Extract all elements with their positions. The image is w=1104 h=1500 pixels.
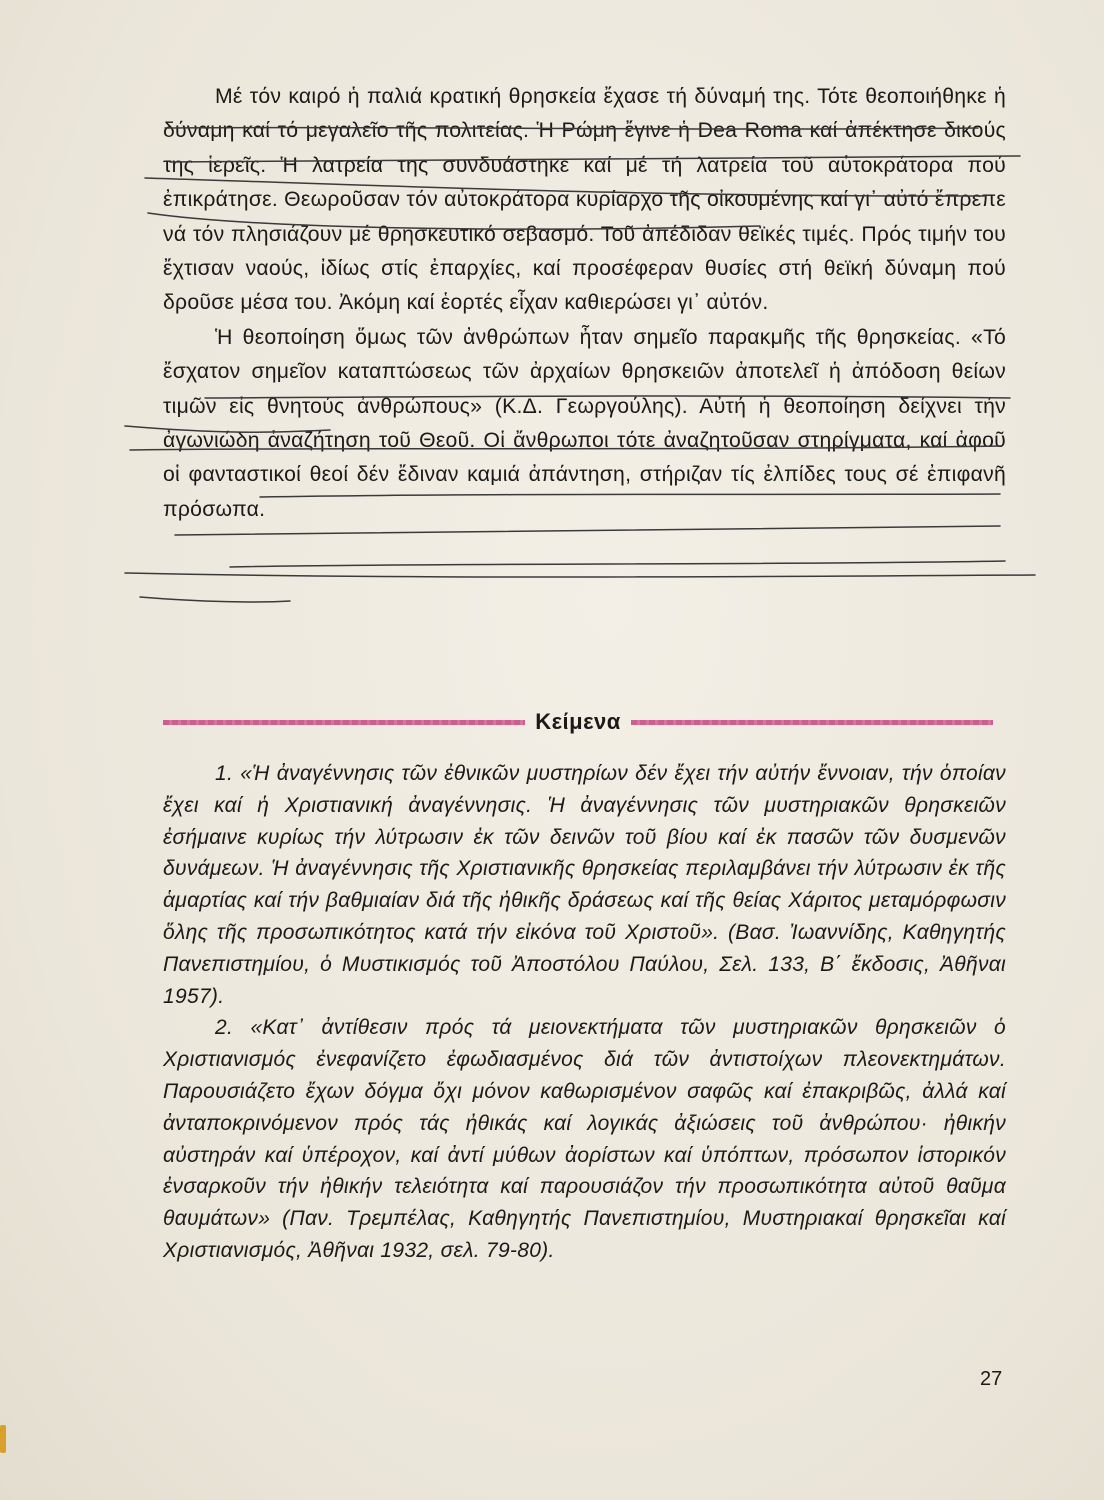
section-heading-row [163,704,993,740]
paragraph-1: Μέ τόν καιρό ἡ παλιά κρατική θρησκεία ἔχασε τή δύναμή της. Τότε θεοποιήθηκε ἡ δύναμη καί τό μεγαλεῖο τῆς πολιτείας. Ἡ Ρώμη ἔγινε ἡ Dea Roma καί ἀπέκτησε δικούς της ἱερεῖς. Ἡ λατρεία της συνδυάστηκε καί μέ τή λατρεία τοῦ αὐτοκράτορα πού ἐπικράτησε. Θεωροῦσαν τόν αὐτοκράτορα κυρίαρχο τῆς οἰκουμένης καί γι᾽ αὐτό ἔπρεπε νά τόν πλησιάζουν μέ θρησκευτικό σεβασμό. Τοῦ ἀπέδιδαν θεϊκές τιμές. Πρός τιμήν του ἔχτισαν ναούς, ἰδίως στίς ἐπαρχίες, καί προσέφεραν θυσίες στή θεϊκή δύναμη πού δροῦσε μέσα του. Ἀκόμη καί ἑορτές εἶχαν καθιερώσει γι᾽ αὐτόν. [163,85,1006,315]
section-heading: Κείμενα [535,709,621,734]
quote-2: 2. «Κατ᾽ ἀντίθεσιν πρός τά μειονεκτήματα τῶν μυστηριακῶν θρησκειῶν ὁ Χριστιανισμός ἐνεφανίζετο ἐφωδιασμένος διά τῶν ἀντιστοίχων πλεονεκτημάτων. Παρουσιάζετο ἔχων δόγμα ὄχι μόνον καθωρισμένον σαφῶς καί ἐπακριβῶς, ἀλλά καί ἀνταποκρινόμενον πρός τάς ἠθικάς καί λογικάς ἀξιώσεις τοῦ ἀνθρώπου· ἠθικήν αὐστηράν καί ὑπέροχον, καί ἀντί μύθων ἀορίστων καί ὑπόπτων, πρόσωπον ἱστορικόν ἐνσαρκοῦν τήν ἠθικήν τελειότητα καί παρουσιάζον τήν προσωπικότητα αὐτοῦ θαῦμα θαυμάτων» (Παν. Τρεμπέλας, Καθηγητής Πανεπιστημίου, Μυστηριακαί θρησκεῖαι καί Χριστιανισμός, Ἀθῆναι 1932, σελ. 79-80). [163,1016,1006,1262]
quote-1: 1. «Ἡ ἀναγέννησις τῶν ἐθνικῶν μυστηρίων δέν ἔχει τήν αὐτήν ἔννοιαν, τήν ὁποίαν ἔχει καί ἡ Χριστιανική ἀναγέννησις. Ἡ ἀναγέννησις τῶν μυστηριακῶν θρησκειῶν ἐσήμαινε κυρίως τήν λύτρωσιν ἐκ τῶν δεινῶν τοῦ βίου καί ἐκ πασῶν τῶν δυσμενῶν δυνάμεων. Ἡ ἀναγέννησις τῆς Χριστιανικῆς θρησκείας περιλαμβάνει τήν λύτρωσιν ἐκ τῆς ἁμαρτίας καί τήν βαθμιαίαν διά τῆς ἠθικῆς δράσεως καί τῆς θείας Χάριτος μεταμόρφωσιν ὅλης τῆς προσωπικότητος κατά τήν εἰκόνα τοῦ Χριστοῦ». (Βασ. Ἰωαννίδης, Καθηγητής Πανεπιστημίου, ὁ Μυστικισμός τοῦ Ἀποστόλου Παύλου, Σελ. 133, Β΄ ἔκδοσις, Ἀθῆναι 1957). [163,762,1006,1008]
page-number: 27 [980,1368,1003,1390]
heading-rule-left [163,720,525,725]
body-text [163,80,1006,527]
heading-rule-right [631,720,993,725]
quotes-section [163,758,1006,1267]
binding-mark [0,1425,6,1453]
paragraph-2: Ἡ θεοποίηση ὅμως τῶν ἀνθρώπων ἦταν σημεῖο παρακμῆς τῆς θρησκείας. «Τό ἔσχατον σημεῖον καταπτώσεως τῶν ἀρχαίων θρησκειῶν ἀποτελεῖ ἡ ἀπόδοση θείων τιμῶν εἰς θνητούς ἀνθρώπους» (Κ.Δ. Γεωργούλης). Αὐτή ἡ θεοποίηση δείχνει τήν ἀγωνιώδη ἀναζήτηση τοῦ Θεοῦ. Οἱ ἄνθρωποι τότε ἀναζητοῦσαν στηρίγματα, καί ἀφοῦ οἱ φανταστικοί θεοί δέν ἔδιναν καμιά ἀπάντηση, στήριζαν τίς ἐλπίδες τους σέ ἐπιφανῆ πρόσωπα. [163,325,1006,521]
